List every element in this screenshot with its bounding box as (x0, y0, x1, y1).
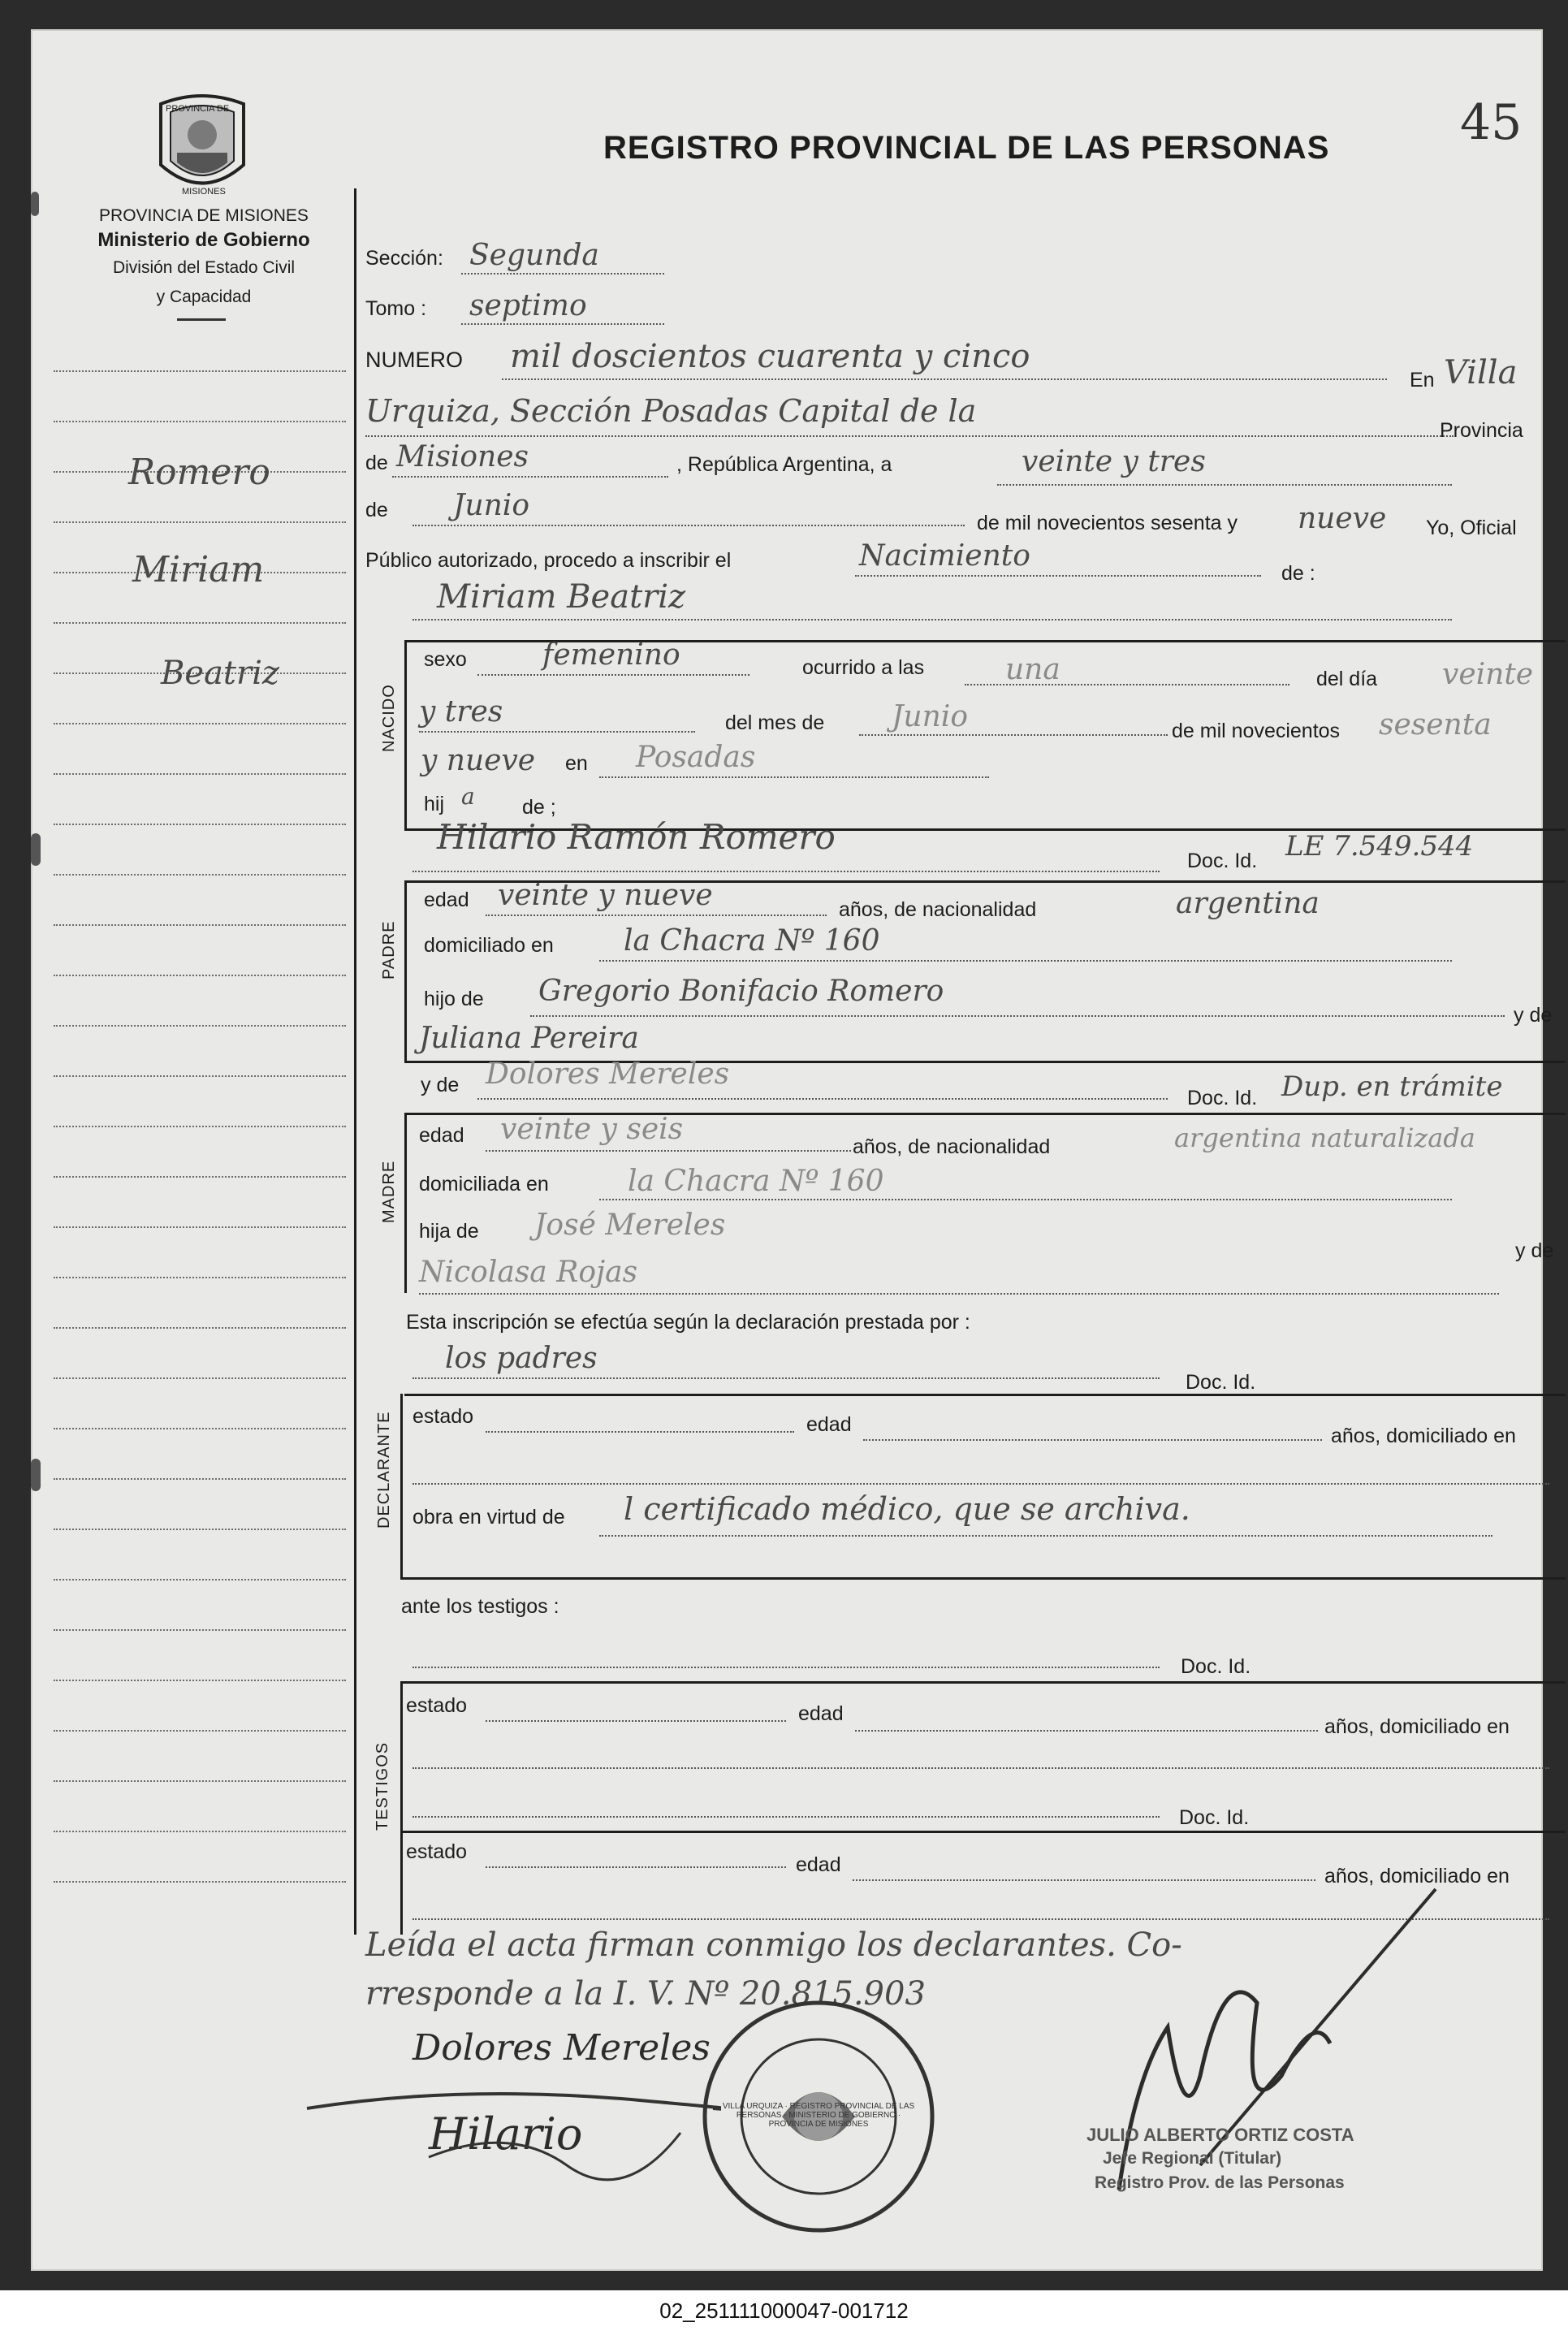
declarante-edad-label: edad (806, 1413, 852, 1436)
dia-value: veinte (1442, 658, 1534, 691)
lugar-dotline (599, 776, 989, 778)
numero-dotline (502, 378, 1387, 380)
margin-dotted-line (54, 622, 346, 624)
testigo1-edad-label: edad (798, 1702, 844, 1725)
testigo2-nombre-dotline (413, 1816, 1160, 1818)
margin-dotted-line (54, 1277, 346, 1278)
del-mes-label: del mes de (725, 711, 825, 734)
madre-hija-value: José Mereles (534, 1209, 726, 1242)
testigo1-anios-label: años, domiciliado en (1324, 1715, 1510, 1738)
margin-dotted-line (54, 723, 346, 724)
margin-dotted-line (54, 1126, 346, 1127)
del-dia-label: del día (1316, 668, 1378, 690)
testigo1-doc-label: Doc. Id. (1181, 1655, 1251, 1678)
madre-dom-dotline (599, 1199, 1452, 1200)
acto-value: Nacimiento (859, 539, 1030, 573)
seccion-label: Sección: (365, 247, 443, 270)
nacido-nombre: Miriam Beatriz (437, 578, 686, 616)
lugar-value: Posadas (636, 741, 756, 774)
mes-nacido-value: Junio (892, 700, 968, 733)
declarante-bottom-rule (400, 1577, 1566, 1580)
margin-dotted-line (54, 1226, 346, 1228)
signature-father: Hilario (429, 2108, 583, 2160)
margin-dotted-line (54, 370, 346, 372)
margin-note-first-name: Miriam (132, 549, 265, 590)
padre-vrule (404, 880, 407, 1061)
testigos-mid-rule (400, 1831, 1566, 1833)
padre-hijo-label: hijo de (424, 988, 484, 1010)
padre-nombre-dotline (413, 871, 1160, 872)
madre-nombre-dotline (477, 1098, 1168, 1100)
mes-dotline (413, 525, 965, 526)
dia2-dotline (419, 731, 695, 733)
anio-label: de mil novecientos sesenta y (977, 512, 1238, 534)
testigo1-edad-dotline (855, 1730, 1318, 1732)
padre-doc-value: LE 7.549.544 (1285, 830, 1474, 863)
madre-section-label: MADRE (380, 1160, 398, 1223)
closing-line-1: Leída el acta firman conmigo los declarantes. Co- (365, 1926, 1182, 1964)
seccion-dotline (461, 273, 664, 275)
margin-dotted-line (54, 1176, 346, 1178)
margin-note-middle-name: Beatriz (161, 655, 279, 692)
seal-top-text: PROVINCIA DE (166, 104, 230, 114)
madre-madre-nombre: Nicolasa Rojas (419, 1256, 638, 1289)
place-dotline (365, 435, 1454, 437)
padre-dom-value: la Chacra Nº 160 (624, 924, 880, 958)
margin-dotted-line (54, 773, 346, 775)
madre-dom-label: domiciliada en (419, 1173, 549, 1196)
madre-doc-label: Doc. Id. (1187, 1087, 1258, 1109)
madre-edad-value: veinte y seis (500, 1113, 684, 1146)
anio-nacido-value: sesenta (1379, 708, 1492, 742)
padre-hijo-value: Gregorio Bonifacio Romero (538, 975, 944, 1008)
declarante-anios-label: años, domiciliado en (1331, 1425, 1516, 1447)
padre-section-label: PADRE (380, 920, 398, 979)
mil-label: de mil novecientos (1172, 720, 1341, 742)
padre-nac-value: argentina (1176, 887, 1320, 920)
document-title: REGISTRO PROVINCIAL DE LAS PERSONAS (603, 130, 1330, 166)
provincia-value: Misiones (396, 440, 529, 473)
madre-y-de2-label: y de (1515, 1239, 1554, 1262)
tomo-label: Tomo : (365, 297, 427, 320)
signature-mother: Dolores Mereles (413, 2027, 711, 2069)
hij-value: a (461, 783, 475, 810)
provincia-label: Provincia (1440, 419, 1523, 442)
de2-label: de (365, 499, 388, 521)
mes-nacido-dotline (859, 734, 1168, 736)
dia-value: veinte y tres (1022, 445, 1206, 478)
testigo2-estado-dotline (486, 1866, 786, 1868)
margin-dotted-line (54, 1629, 346, 1631)
declarante-section-label: DECLARANTE (375, 1411, 393, 1529)
testigos-intro: ante los testigos : (401, 1595, 559, 1618)
page-number: 45 (1460, 94, 1523, 151)
org-division: División del Estado Civil (112, 258, 296, 277)
testigo1-estado-label: estado (406, 1694, 468, 1717)
madre-doc-value: Dup. en trámite (1281, 1070, 1503, 1103)
madre-dom-value: la Chacra Nº 160 (628, 1165, 884, 1198)
testigo2-estado-label: estado (406, 1840, 468, 1863)
declarante-top-rule (404, 1394, 1566, 1396)
padre-dom-label: domiciliado en (424, 934, 554, 957)
seccion-value: Segunda (469, 239, 599, 272)
margin-dotted-line (54, 1478, 346, 1480)
madre-edad-dotline (486, 1150, 851, 1152)
margin-divider (354, 188, 356, 1935)
acto-dotline (855, 575, 1261, 577)
coat-of-arms-seal (153, 88, 252, 201)
margin-note-surname: Romero (128, 452, 270, 493)
hora-value: una (1005, 653, 1060, 686)
margin-dotted-line (54, 1831, 346, 1832)
margin-dotted-line (54, 1377, 346, 1379)
official-role-2: Registro Prov. de las Personas (1095, 2173, 1345, 2192)
margin-dotted-line (54, 924, 346, 926)
testigo1-nombre-dotline (413, 1667, 1160, 1668)
padre-dom-dotline (599, 960, 1452, 962)
padre-doc-label: Doc. Id. (1187, 850, 1258, 872)
mes-value: Junio (453, 489, 529, 522)
madre-nac-label: años, de nacionalidad (853, 1135, 1051, 1158)
org-underline (177, 318, 226, 321)
hij-de-label: de ; (522, 796, 556, 819)
dia-dotline (997, 484, 1452, 486)
tomo-dotline (461, 323, 664, 325)
en-value: Villa (1444, 354, 1518, 391)
ocurrido-label: ocurrido a las (802, 656, 925, 679)
official-round-stamp (697, 1995, 940, 2238)
padre-nac-label: años, de nacionalidad (839, 898, 1037, 921)
declarante-estado-dotline (486, 1431, 794, 1433)
nacido-nombre-dotline (413, 619, 1452, 621)
declarante-intro: Esta inscripción se efectúa según la declaración prestada por : (406, 1311, 970, 1334)
margin-dotted-line (54, 1025, 346, 1027)
oficial-label: Yo, Oficial (1426, 517, 1517, 539)
hora-dotline (965, 684, 1289, 685)
seal-bottom-text: MISIONES (182, 187, 226, 197)
de-label: de (365, 452, 388, 474)
margin-dotted-line (54, 1529, 346, 1530)
binding-mark (31, 833, 41, 866)
numero-value: mil doscientos cuarenta y cinco (510, 338, 1030, 375)
register-page (31, 29, 1554, 2271)
madre-hija-label: hija de (419, 1220, 479, 1243)
hij-label: hij (424, 793, 445, 815)
padre-edad-dotline (486, 915, 827, 916)
provincia-dotline (392, 476, 668, 478)
org-province: PROVINCIA DE MISIONES (99, 206, 309, 225)
de3-label: de : (1281, 562, 1315, 585)
signature-flourish (299, 2076, 721, 2190)
declarante-vrule (400, 1394, 403, 1579)
testigos-top-rule (400, 1681, 1566, 1684)
nacido-vrule (404, 640, 407, 828)
declarante-nombre-dotline (413, 1377, 1160, 1379)
official-name: JULIO ALBERTO ORTIZ COSTA (1086, 2125, 1354, 2145)
declarante-obra-label: obra en virtud de (413, 1506, 565, 1529)
numero-label: NUMERO (365, 348, 463, 372)
margin-dotted-line (54, 1780, 346, 1782)
sexo-dotline (477, 674, 749, 676)
testigo2-edad-label: edad (796, 1853, 841, 1876)
publico-label: Público autorizado, procedo a inscribir el (365, 549, 732, 572)
footer-image-id: 02_251111000047-001712 (659, 2298, 909, 2323)
padre-y-de-label: y de (1514, 1004, 1553, 1027)
dia-value-2: y tres (419, 695, 503, 729)
binding-mark (31, 1459, 41, 1491)
stamp-ring-text: VILLA URQUIZA · REGISTRO PROVINCIAL DE LAS PERSONAS · MINISTERIO DE GOBIERNO · PROVINCIA DE MISIONES (722, 2102, 915, 2129)
madre-hija-dotline (419, 1293, 1499, 1295)
testigo2-doc-label: Doc. Id. (1179, 1806, 1250, 1829)
margin-dotted-line (54, 1075, 346, 1077)
declarante-edad-dotline (863, 1439, 1322, 1441)
sexo-label: sexo (424, 648, 467, 671)
testigos-vrule (400, 1681, 403, 1935)
testigo1-dom-dotline (413, 1767, 1549, 1769)
en-label: En (1410, 369, 1435, 391)
margin-dotted-line (54, 421, 346, 422)
madre-nac-value: argentina naturalizada (1174, 1122, 1475, 1153)
margin-dotted-line (54, 521, 346, 523)
madre-y-de-label: y de (421, 1074, 460, 1096)
declarante-obra-dotline (599, 1535, 1492, 1537)
padre-edad-value: veinte y nueve (498, 879, 713, 912)
place-line: Urquiza, Sección Posadas Capital de la (365, 393, 977, 429)
margin-dotted-line (54, 1680, 346, 1681)
republica-label: , República Argentina, a (676, 453, 892, 476)
testigo2-anios-label: años, domiciliado en (1324, 1865, 1510, 1887)
margin-dotted-line (54, 1881, 346, 1883)
padre-nombre: Hilario Ramón Romero (437, 817, 836, 857)
official-role-1: Jefe Regional (Titular) (1103, 2149, 1282, 2168)
padre-hijo-dotline (530, 1015, 1505, 1017)
sexo-value: femenino (542, 638, 680, 672)
anio-nacido-value-2: y nueve (421, 744, 536, 777)
madre-edad-label: edad (419, 1124, 464, 1147)
madre-nombre: Dolores Mereles (486, 1057, 730, 1091)
org-capacidad: y Capacidad (156, 288, 252, 306)
margin-dotted-line (54, 1730, 346, 1732)
testigo1-estado-dotline (486, 1720, 786, 1722)
madre-vrule (404, 1113, 407, 1293)
testigos-section-label: TESTIGOS (374, 1741, 391, 1831)
declarante-nombre: los padres (445, 1342, 598, 1375)
closing-line-2: rresponde a la I. V. Nº 20.815.903 (365, 1975, 926, 2013)
org-ministry: Ministerio de Gobierno (97, 229, 310, 251)
en-nacido-label: en (565, 752, 588, 775)
margin-dotted-line (54, 1327, 346, 1329)
nacido-section-label: NACIDO (380, 684, 398, 752)
binding-mark (31, 192, 39, 216)
declarante-obra-value: l certificado médico, que se archiva. (624, 1491, 1190, 1527)
padre-madre-nombre: Juliana Pereira (419, 1022, 639, 1055)
margin-dotted-line (54, 824, 346, 825)
padre-edad-label: edad (424, 889, 469, 911)
tomo-value: septimo (469, 289, 587, 322)
margin-dotted-line (54, 1428, 346, 1429)
anio-value: nueve (1298, 502, 1387, 535)
declarante-dom-dotline (413, 1483, 1549, 1485)
margin-dotted-line (54, 874, 346, 876)
declarante-estado-label: estado (413, 1405, 474, 1428)
margin-dotted-line (54, 975, 346, 976)
margin-dotted-line (54, 1579, 346, 1580)
declarante-doc-label: Doc. Id. (1186, 1371, 1256, 1394)
